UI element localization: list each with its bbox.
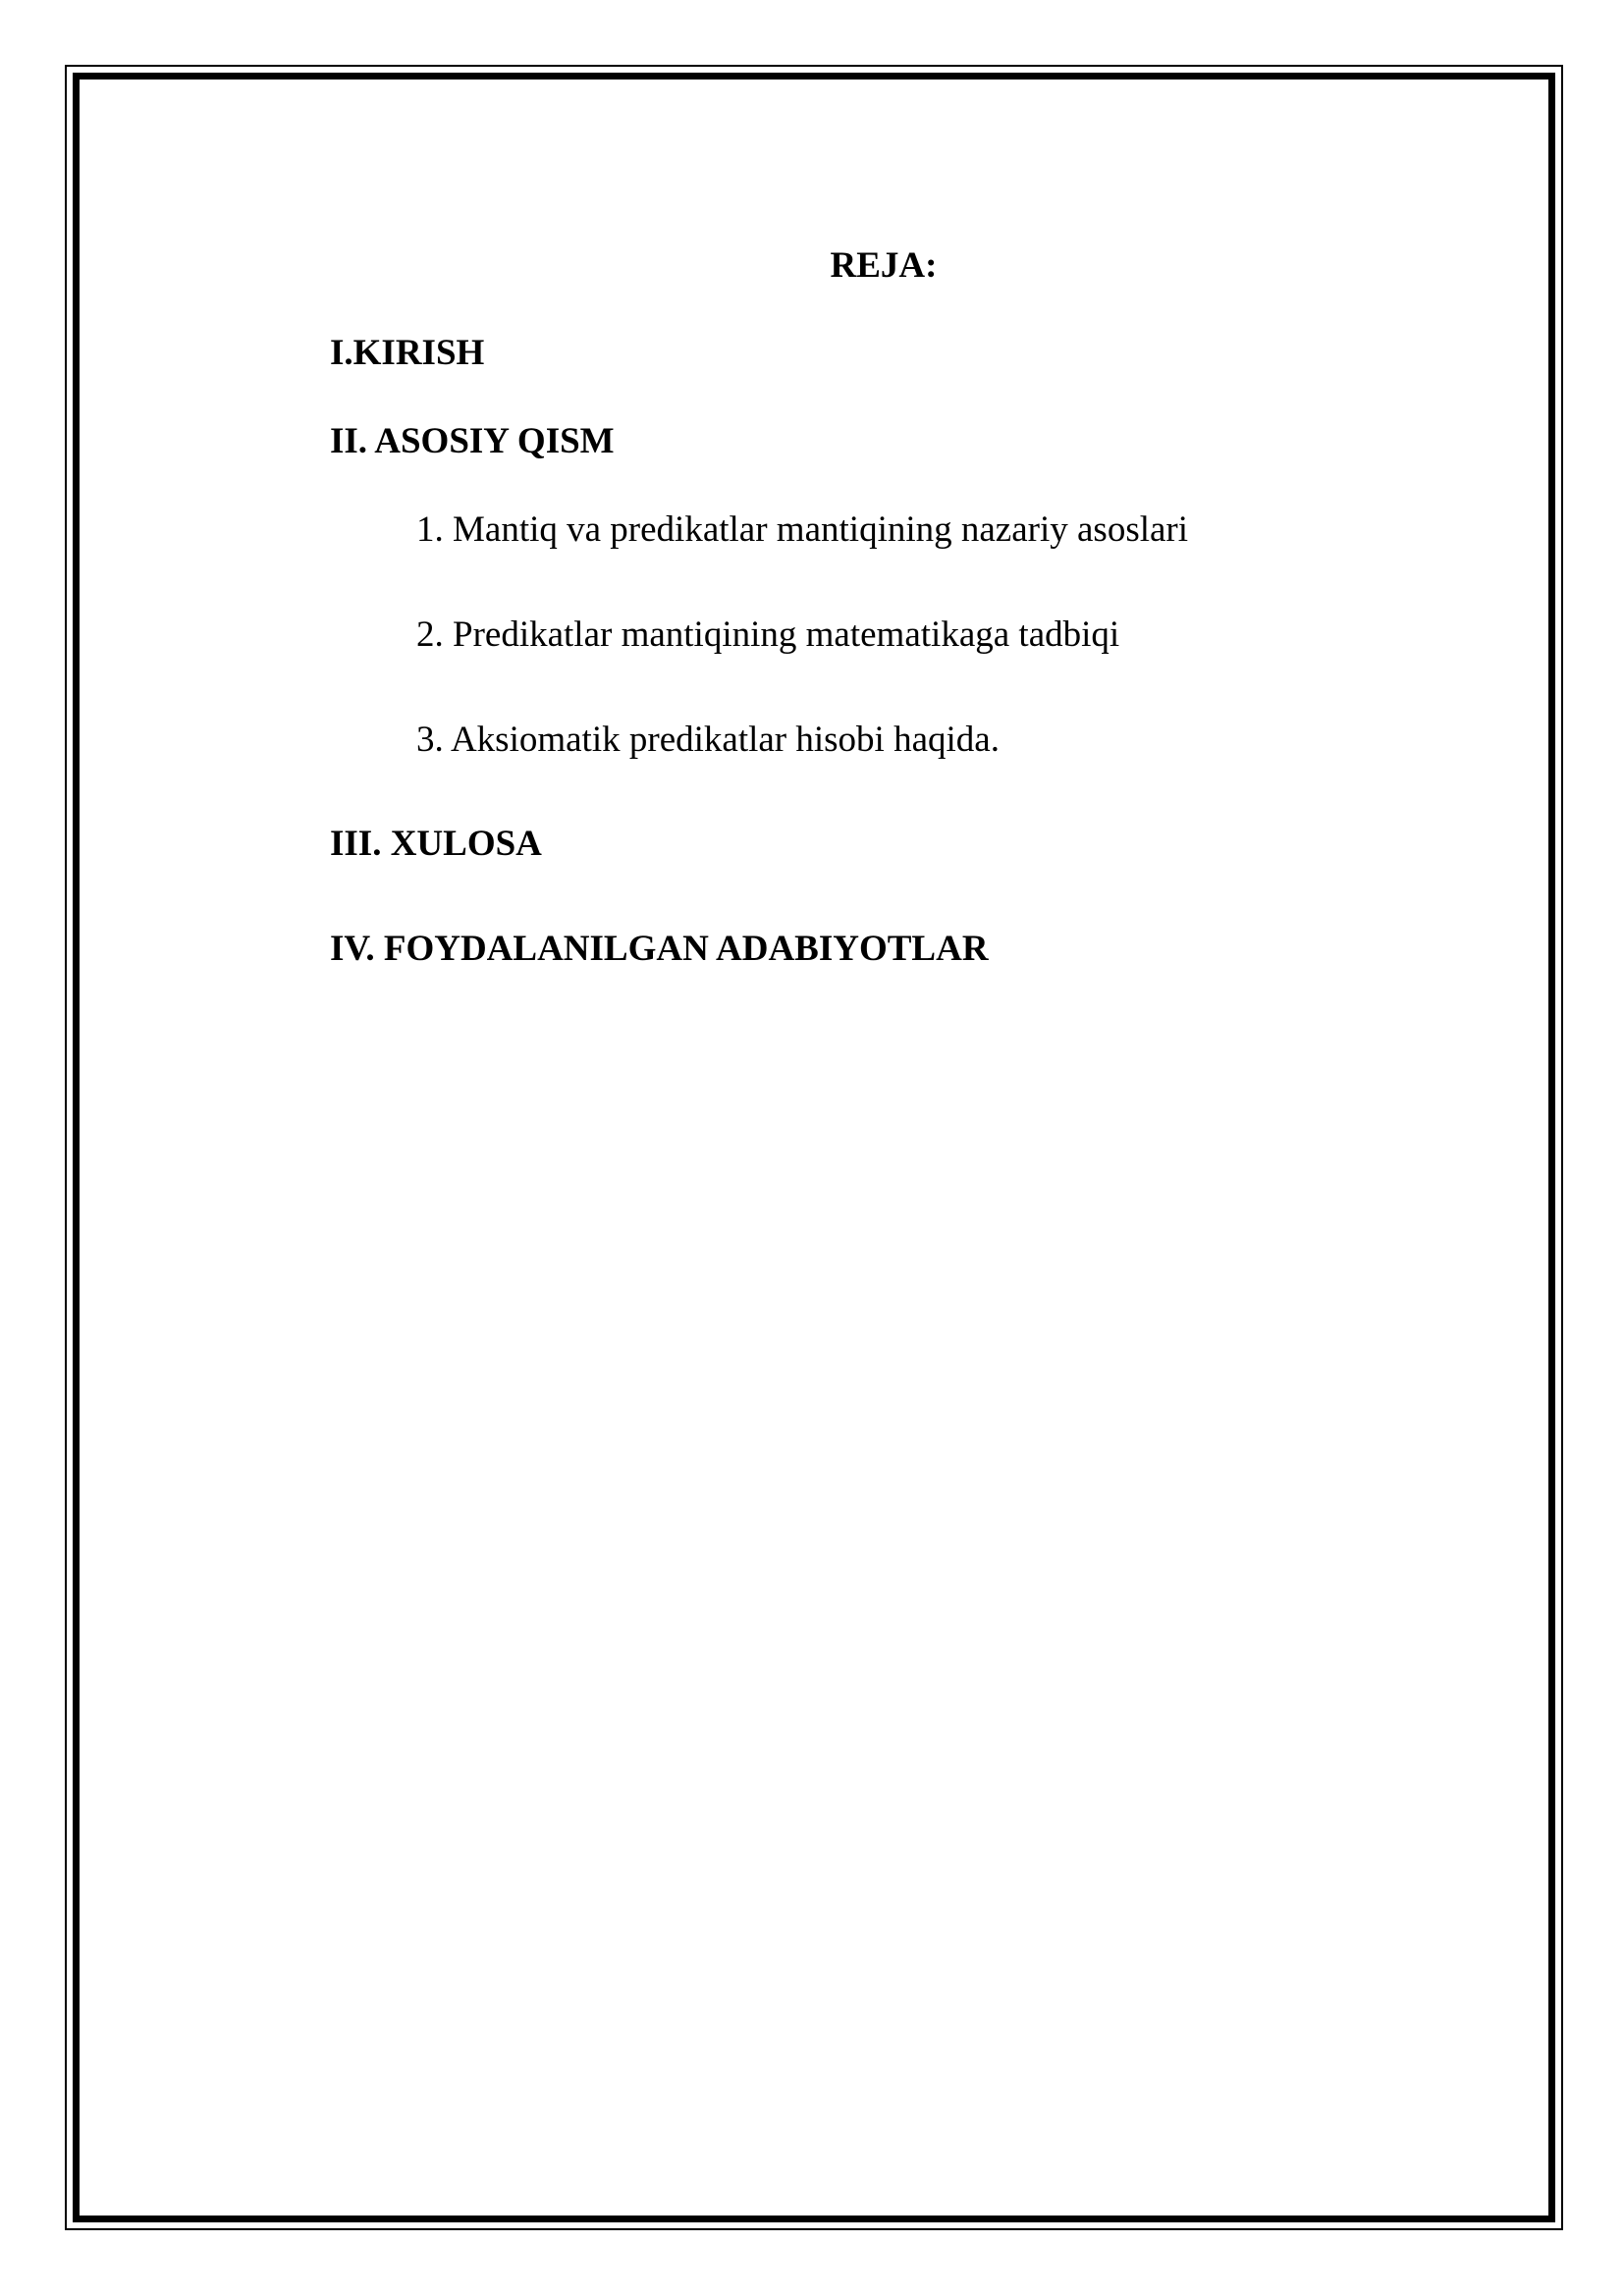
- list-item: 2. Predikatlar mantiqining matematikaga tadbiqi: [416, 614, 1120, 655]
- section-xulosa: III. XULOSA: [330, 824, 542, 864]
- document-title: REJA:: [830, 245, 938, 286]
- list-item: 3. Aksiomatik predikatlar hisobi haqida.: [416, 720, 1000, 760]
- list-item: 1. Mantiq va predikatlar mantiqining nazariy asoslari: [416, 509, 1189, 550]
- section-asosiy-qism: II. ASOSIY QISM: [330, 421, 615, 461]
- section-adabiyotlar: IV. FOYDALANILGAN ADABIYOTLAR: [330, 929, 989, 969]
- section-kirish: I.KIRISH: [330, 333, 485, 373]
